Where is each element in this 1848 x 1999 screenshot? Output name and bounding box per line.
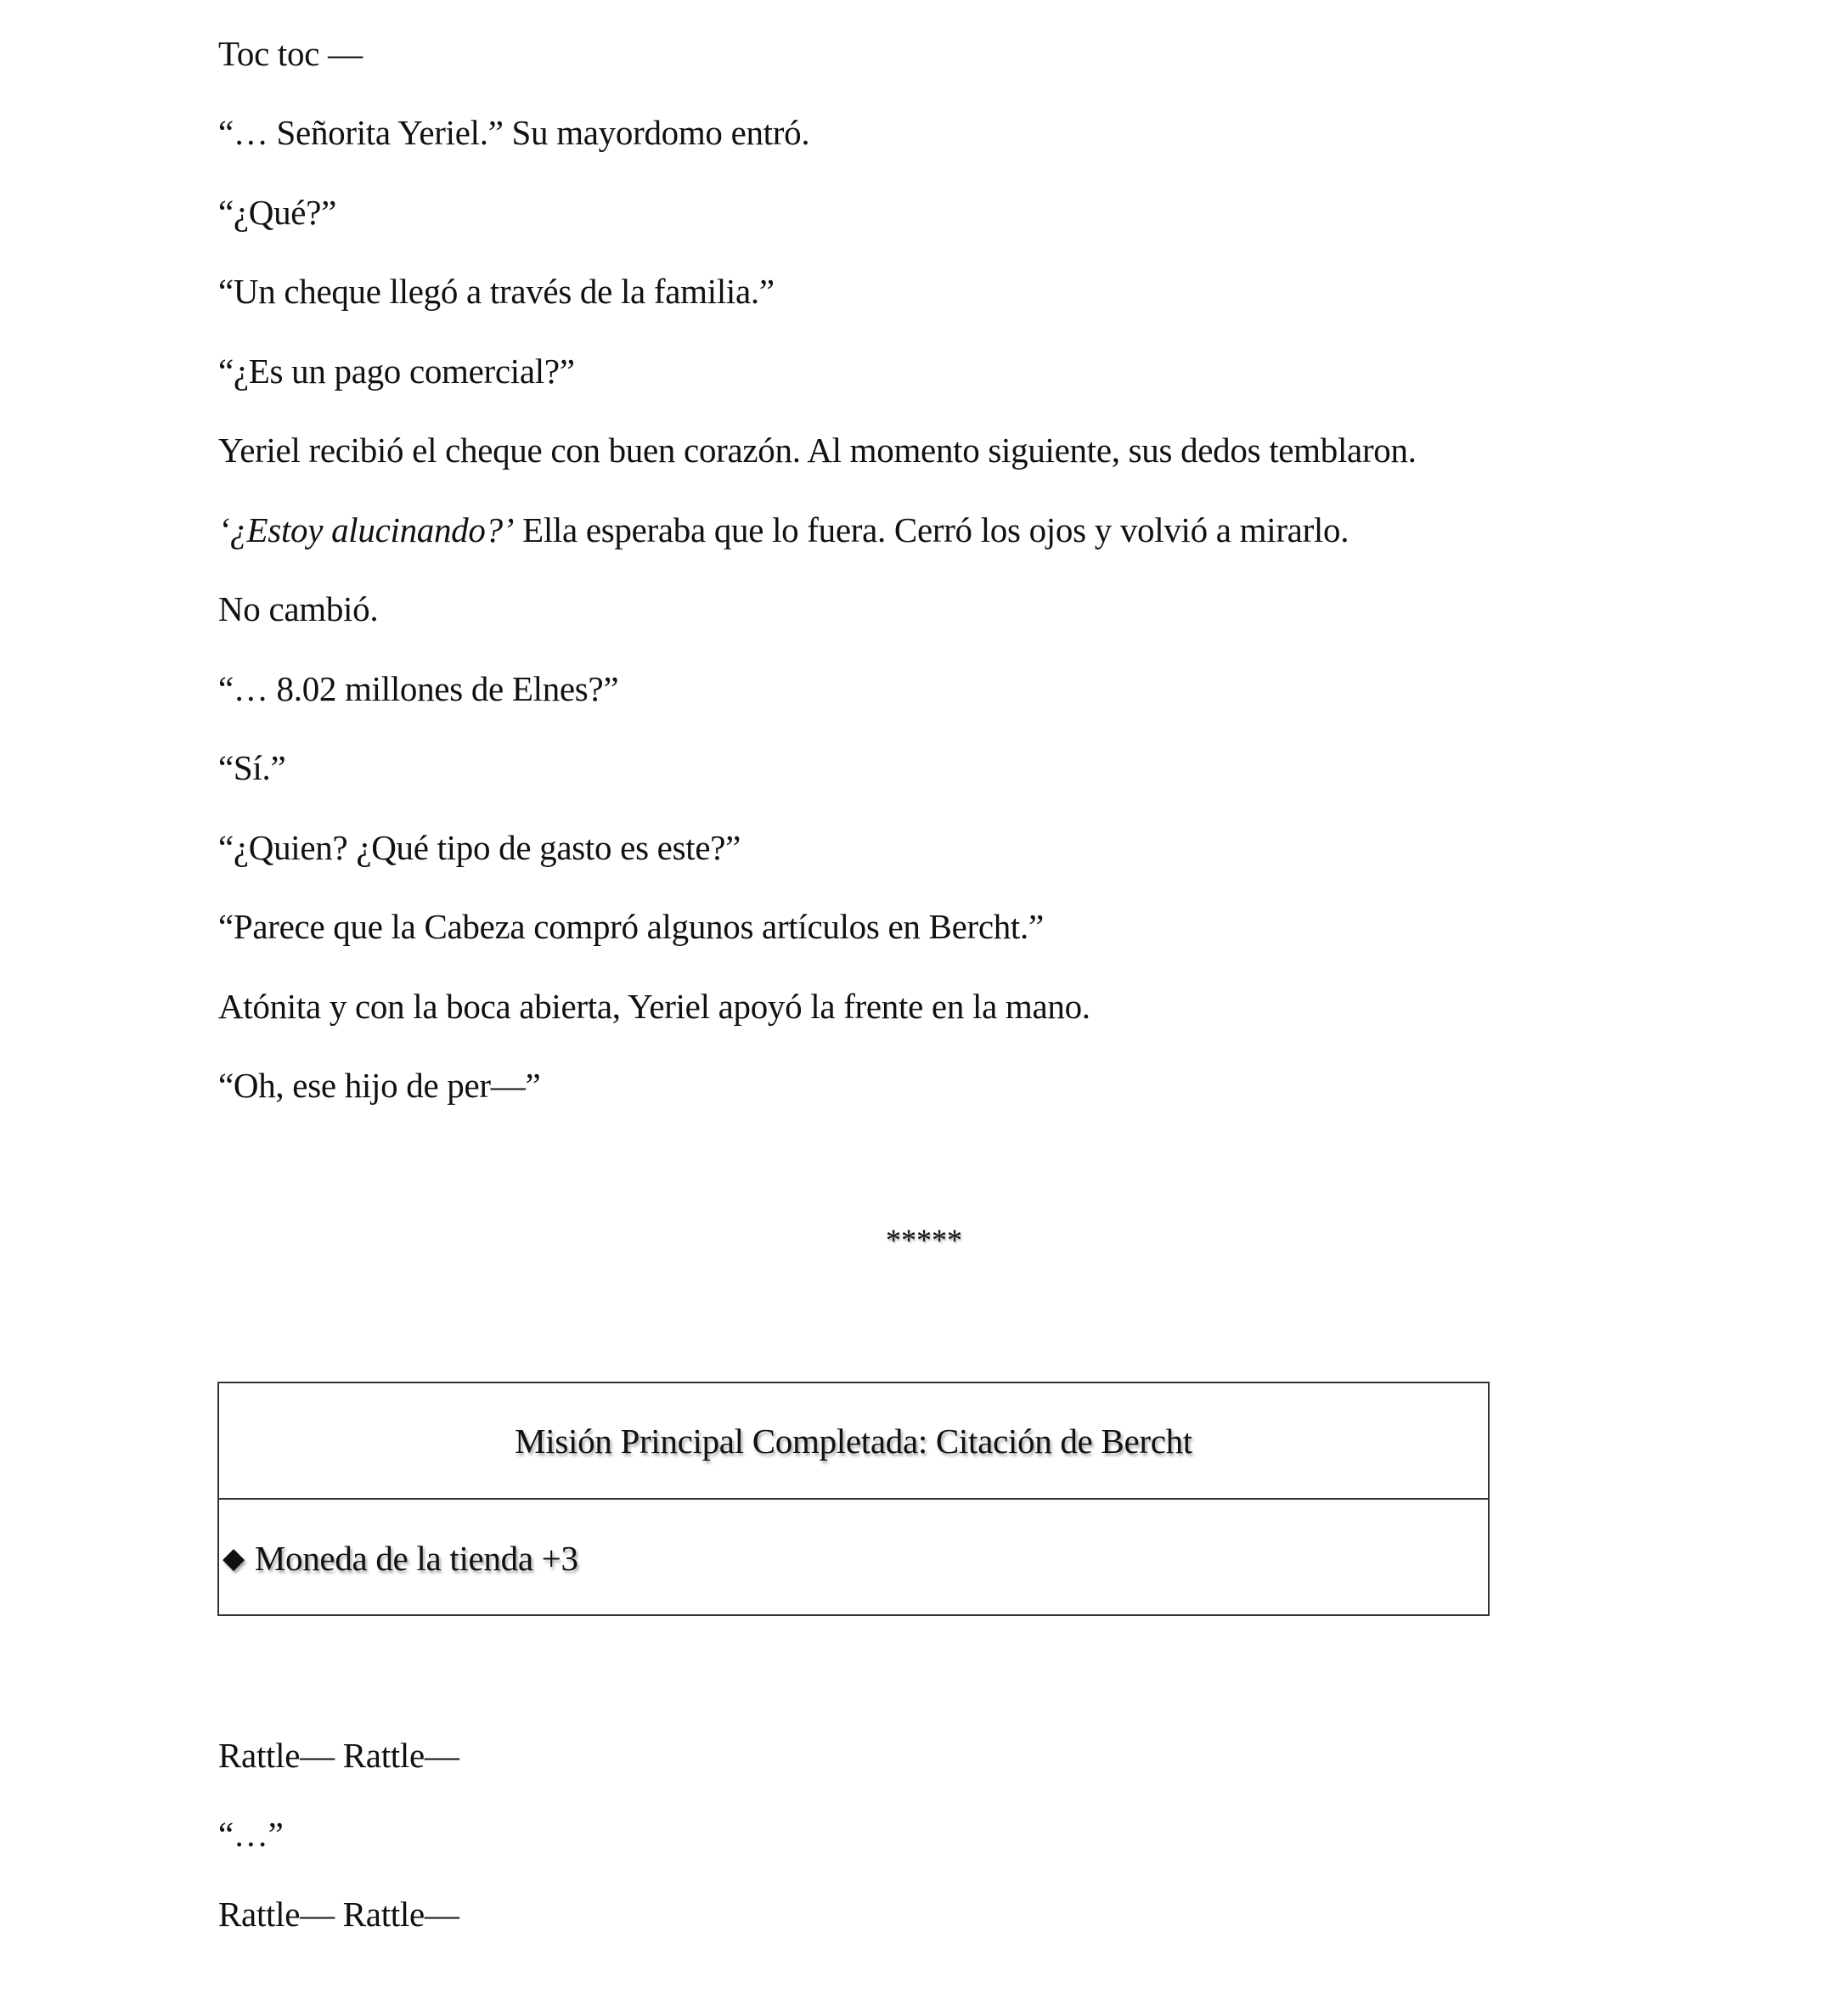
paragraph: “Oh, ese hijo de per—” xyxy=(218,1066,541,1105)
section-separator: ***** xyxy=(886,1223,962,1257)
paragraph: “…” xyxy=(218,1815,284,1854)
mission-title: Misión Principal Completada: Citación de Bercht xyxy=(219,1383,1488,1500)
italic-thought: ‘¿Estoy alucinando?’ xyxy=(218,510,515,549)
diamond-bullet-icon: ◆ xyxy=(223,1542,245,1574)
paragraph: Toc toc — xyxy=(218,34,363,73)
paragraph: No cambió. xyxy=(218,589,379,628)
mission-reward xyxy=(219,1500,1491,1616)
paragraph: “Parece que la Cabeza compró algunos artículos en Bercht.” xyxy=(218,907,1044,946)
reward-text: Moneda de la tienda +3 xyxy=(254,1538,578,1578)
paragraph: “Sí.” xyxy=(218,748,286,787)
paragraph: “Un cheque llegó a través de la familia.” xyxy=(218,272,775,311)
paragraph-with-italic-thought xyxy=(218,509,1349,551)
paragraph-text: Ella esperaba que lo fuera. Cerró los ojos y volvió a mirarlo. xyxy=(514,510,1349,549)
paragraph: Atónita y con la boca abierta, Yeriel apoyó la frente en la mano. xyxy=(218,987,1090,1026)
paragraph: “… Señorita Yeriel.” Su mayordomo entró. xyxy=(218,113,810,152)
paragraph: “¿Quien? ¿Qué tipo de gasto es este?” xyxy=(218,828,741,867)
paragraph: “¿Qué?” xyxy=(218,193,336,232)
paragraph: Yeriel recibió el cheque con buen corazón. Al momento siguiente, sus dedos temblaron. xyxy=(218,431,1417,470)
mission-complete-box xyxy=(217,1382,1490,1616)
paragraph: Rattle— Rattle— xyxy=(218,1736,459,1775)
paragraph: “… 8.02 millones de Elnes?” xyxy=(218,669,619,708)
paragraph: Rattle— Rattle— xyxy=(218,1895,459,1934)
paragraph: “¿Es un pago comercial?” xyxy=(218,352,575,391)
